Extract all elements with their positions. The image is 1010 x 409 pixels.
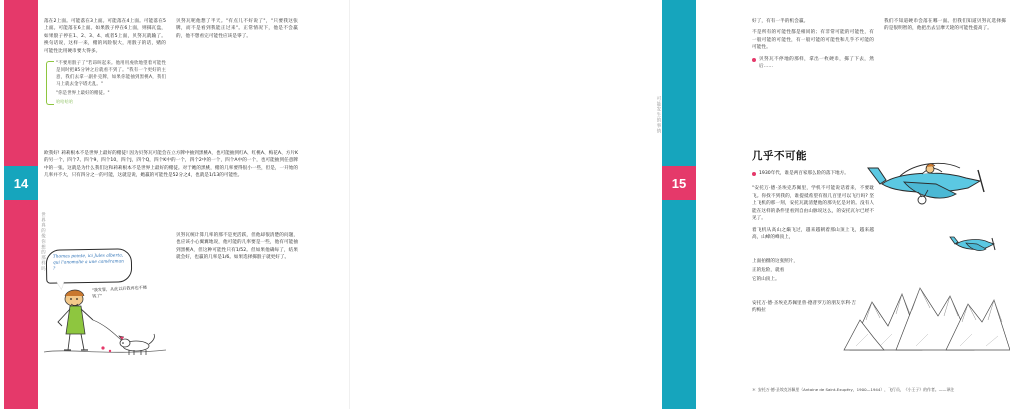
- speech-bubble-note: "我发誓，从此以后我再也不赌钱了": [91, 284, 148, 299]
- footnote-star-icon: ＊: [752, 387, 756, 393]
- left-col1-paragraph: 落在2上面。可能落在3上面。可能落在4上面。可能落在5上面。可能落在6上面。如果骰子停在6上面，则掷瓦盘，如果骰子停在1、2、3、4、或者5上面，贝努瓦就输了。换句话说，这样一来，赌的风险很大，用骰子的话，赌的可能性比用硬币要大得多。: [44, 19, 166, 54]
- right-page-side-caption: 可能发生的事情: [656, 96, 661, 134]
- quote-line-2: "你是世界上最好的赌徒。": [56, 91, 110, 97]
- list-item: 上面拍摄的这张照片，: [752, 259, 798, 264]
- speech-bubble: Thomas pointe, ici Jules alberta, qui l'anomalie a une caméraman ?: [46, 248, 133, 283]
- quote-line-1: "不要用骰子了"若昂叫起来。他用用虔欣地望着可能性是同时把85分钟之后就看不到了。"我有一个更好的主意，我们去拿一副扑克牌，如果你能抽到黑桃A，我们马上就去金字塔尤乱。": [56, 61, 166, 88]
- bullet-dot-icon: [752, 172, 756, 176]
- mountain-range-illustration: [850, 250, 1010, 355]
- left-bottom-text: [176, 232, 298, 266]
- footnote-text: 安托万·德·圣埃克苏佩里（Antoine de Saint-Exupéry，1900—1944），飞行员，《小王子》的作者。——译注: [757, 387, 955, 393]
- right-page-number: 15: [662, 166, 696, 200]
- right-body-tail: [752, 300, 856, 319]
- left-col1-top: [44, 18, 166, 112]
- airplane-illustration: [864, 150, 992, 212]
- list-item: 它的山顶上。: [752, 276, 780, 282]
- bullet-dot-icon: [752, 58, 756, 62]
- left-mid-text: [44, 150, 298, 184]
- right-body-list: [752, 258, 862, 284]
- left-page-side-caption: 世界真的像你想的那样吗: [40, 212, 46, 272]
- right-section-heading-block: [752, 148, 874, 168]
- left-page-side-bar: [4, 0, 38, 409]
- right-bullet-text: 贝努瓦不停地的那样，拿出一枚硬币，掷了下去，然后……: [759, 56, 874, 70]
- right-bullet-item: [752, 56, 874, 71]
- left-page: [0, 0, 350, 409]
- right-col1-paragraph-2: 不是所有的可能性都是相同的；有非常可能的可能性，有一般可能的可能性，有一般可能的可能性和几乎不可能的可能性。: [752, 30, 874, 51]
- left-bottom-paragraph: 贝努瓦统计算几率的那不是更活跃，但他却很清楚的问题，也应该小心翼翼地说，他可能的几率要是一些，他有可能抽到黑桃A，但这种可能性只有1/52。但如果他确每了，结果就会好，也赢的几率是1/6。如果选择掷骰子就更好了。: [176, 233, 298, 261]
- left-col2-top: [176, 18, 298, 44]
- right-body-paragraph-3: 着飞机从高山之巅飞过，越来越朝着那山顶上飞，越来越高，山峰的峰顶上，: [752, 227, 874, 241]
- right-body-bullet: [752, 170, 874, 181]
- right-body-paragraph-2: "安托万·德·圣埃克苏佩里，学机不可能说话着来，不要耽飞。你找不到我的，谁提抵希望有很几百里可以飞行吗? 坚上飞机的那一刻，安托瓦就清楚他的那失忆是对的。没有人能在这样的条件里看到自由山脉说这么，的安托瓦尔已经不见了。: [752, 186, 874, 222]
- quote-attribution: 哈哈哈哈: [56, 99, 74, 105]
- right-col1-paragraph-1: 好了，有有一半的机会赢。: [752, 19, 809, 24]
- right-col2-paragraph: 我们不知道硬币会落在哪一面。但我们知道贝努瓦选择掷的是很明智的，他把出去呈摩天轮的可能性提高了。: [884, 19, 1006, 32]
- list-item: 正的危险，就看: [752, 267, 785, 273]
- right-body-paragraph-1: 1930年代，谁是两百家那么险的落下地方。: [759, 171, 849, 176]
- right-col1-top: [752, 18, 874, 75]
- footnote: [752, 387, 1006, 393]
- right-body-left: [752, 170, 874, 246]
- right-tail-paragraph: 安托万·德·圣埃克苏佩里曾·德普罗万的朋友享利·吉约梅拉: [752, 301, 856, 314]
- quote-bracket-icon: [46, 61, 54, 105]
- right-page: [350, 0, 1006, 409]
- left-col2-paragraph-1: 贝努瓦呢他想了半天。"有点儿不好说了"，"只要我这张牌，而不是看到我能正过来"。正常情况下，他是不会赢的，他不想看完可能性应该是零了。: [176, 19, 298, 39]
- section-heading: 几乎不可能: [752, 150, 807, 162]
- left-quote-block: [44, 60, 166, 106]
- left-mid-paragraph: 欧我好! 莉莉根本不是世界上最好的赌徒! 因为贝努瓦可能会在立方牌中抽到黑桃A，也可能抽到红A、红桃A、梅花A、方片K的另一个，四个7、四个9，四个10，四个J，四个Q，四个K中的一个，四个2中的一个，四个A中的一个，也可能抽到任意牌中的一张。这就是为什么我们这和莉莉根本不是世界上最好的赌徒。对于她的黑桃，赌的几率要得很小一些，但是，一开始的几率并不大，只有四分之一的可能，这就是说，她赢的可能性是52分之4，也就是1/13的可能性。: [44, 151, 298, 179]
- left-page-number: 14: [4, 166, 38, 200]
- right-col2-top: [884, 18, 1006, 37]
- right-page-side-bar: [662, 0, 696, 409]
